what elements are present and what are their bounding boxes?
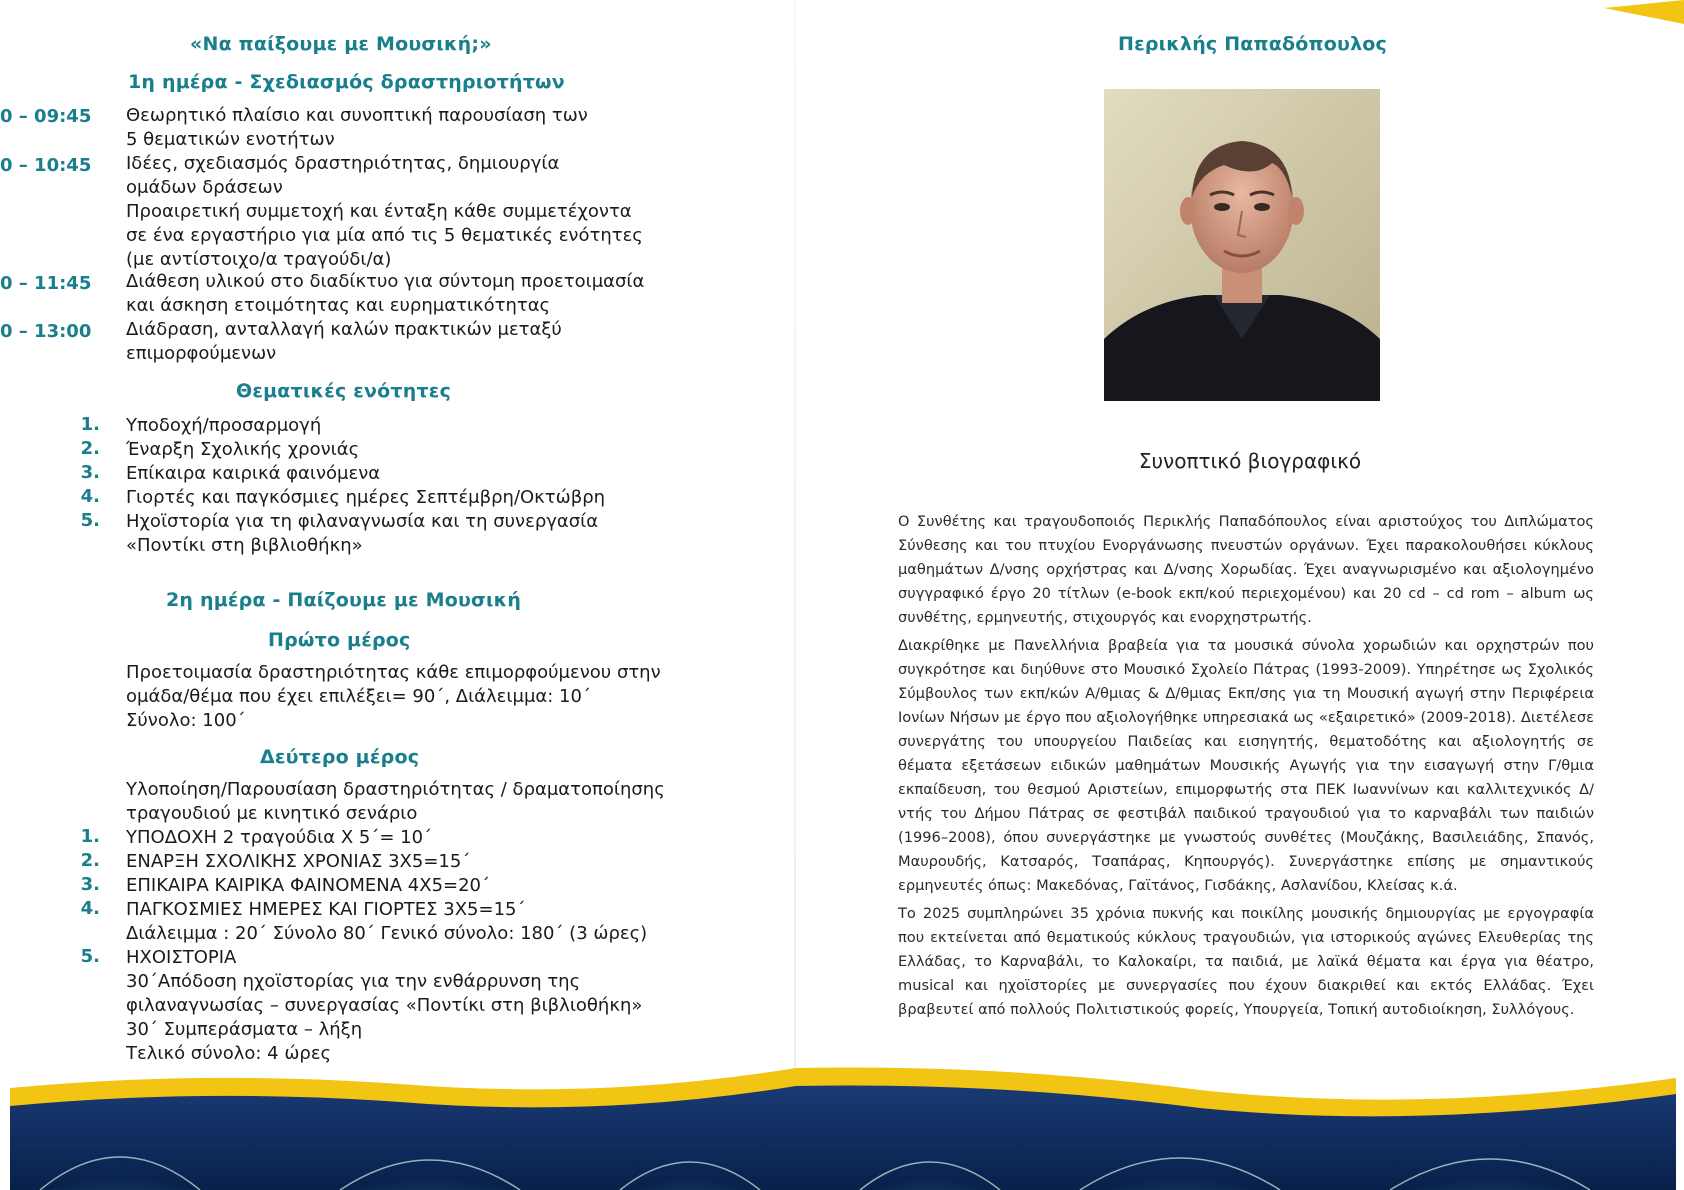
schedule-line: σε ένα εργαστήριο για μία από τις 5 θεματικές ενότητες (126, 225, 643, 246)
part2-number: 3. (80, 874, 100, 895)
schedule-line: ομάδων δράσεων (126, 177, 283, 198)
part2-item: ΕΠΙΚΑΙΡΑ ΚΑΙΡΙΚΑ ΦΑΙΝΟΜΕΝΑ 4Χ5=20΄ (126, 875, 491, 896)
schedule-time: 0 – 13:00 (0, 321, 92, 342)
part2-item (126, 946, 642, 1066)
schedule-entry (126, 318, 666, 366)
theme-number: 3. (80, 462, 100, 483)
portrait-image (1104, 89, 1380, 401)
theme-number: 5. (80, 510, 100, 531)
page-fold (794, 0, 796, 1190)
part2-intro (126, 778, 666, 826)
schedule-line: Ιδέες, σχεδιασμός δραστηριότητας, δημιουργία (126, 153, 560, 174)
author-name: Περικλής Παπαδόπουλος (1118, 33, 1388, 55)
part2-line: ΠΑΓΚΟΣΜΙΕΣ ΗΜΕΡΕΣ ΚΑΙ ΓΙΟΡΤΕΣ 3Χ5=15΄ (126, 899, 526, 920)
theme-item: Επίκαιρα καιρικά φαινόμενα (126, 463, 381, 484)
part2-number: 5. (80, 946, 100, 967)
theme-item: Υποδοχή/προσαρμογή (126, 415, 322, 436)
schedule-line: Θεωρητικό πλαίσιο και συνοπτική παρουσίαση των (126, 105, 588, 126)
part1-line: Σύνολο: 100΄ (126, 710, 246, 731)
schedule-line: 5 θεματικών ενοτήτων (126, 129, 335, 150)
schedule-entry (126, 270, 666, 318)
part2-line: Τελικό σύνολο: 4 ώρες (126, 1043, 332, 1064)
schedule-entry (126, 104, 666, 152)
theme-line: «Ποντίκι στη βιβλιοθήκη» (126, 535, 363, 556)
part2-line: φιλαναγνωσίας – συνεργασίας «Ποντίκι στη βιβλιοθήκη» (126, 995, 643, 1016)
theme-line: Ηχοϊστορία για τη φιλαναγνωσία και τη συνεργασία (126, 511, 599, 532)
part1-line: Προετοιμασία δραστηριότητας κάθε επιμορφούμενου στην (126, 662, 661, 683)
part2-line: Διάλειμμα : 20΄ Σύνολο 80΄ Γενικό σύνολο: 180΄ (3 ώρες) (126, 923, 648, 944)
part1-heading: Πρώτο μέρος (268, 629, 411, 651)
schedule-line: Διάδραση, ανταλλαγή καλών πρακτικών μεταξύ (126, 319, 562, 340)
part2-item (126, 898, 647, 946)
program-title: «Να παίξουμε με Μουσική;» (190, 33, 492, 55)
schedule-time: 0 – 09:45 (0, 106, 92, 127)
part2-number: 2. (80, 850, 100, 871)
part2-item: ΥΠΟΔΟΧΗ 2 τραγούδια Χ 5΄= 10΄ (126, 827, 433, 848)
theme-item: Γιορτές και παγκόσμιες ημέρες Σεπτέμβρη/Οκτώβρη (126, 487, 606, 508)
part2-item: ΕΝΑΡΞΗ ΣΧΟΛΙΚΗΣ ΧΡΟΝΙΑΣ 3Χ5=15΄ (126, 851, 471, 872)
part2-intro-line: Υλοποίηση/Παρουσίαση δραστηριότητας / δραματοποίησης (126, 779, 665, 800)
bio-paragraph: Διακρίθηκε με Πανελλήνια βραβεία για τα μουσικά σύνολα χορωδιών και ορχηστρών που συγκρότησε και διηύθυνε στο Μουσικό Σχολείο Πάτρας (1993-2009). Υπηρέτησε ως Σχολικός Σύμβουλος των εκπ/κών Α/θμιας & Δ/θμιας Εκπ/σης για τη Μουσική αγωγή στην Περιφέρεια Ιονίων Νήσων με έργο που αξιολογήθηκε υπηρεσιακά ως «εξαιρετικό» (2009-2018). Διετέλεσε συνεργάτης του υπουργείου Παιδείας και εισηγητής, θεματοδότης και αξιολογητής σε θέματα εξετάσεων ειδικών μαθημάτων Μουσικής Αγωγής για την εισαγωγή στην Γ/θμια εκπαίδευση, του θεσμού Αριστείων, επιμορφωτής στα ΠΕΚ Ιωαννίνων και καλλιτεχνικός Δ/ντής του Δήμου Πάτρας σε φεστιβάλ παιδικού τραγουδιού για το καρναβάλι των παιδιών (1996–2008), όπου συνεργάστηκε με γνωστούς συνθέτες (Μουζάκης, Βασιλειάδης, Σπανός, Μαυρουδής, Κατσαρός, Τσαπάρας, Κηπουργός). Συνεργάστηκε επίσης με σημαντικούς ερμηνευτές όπως: Μακεδόνας, Γαϊτάνος, Γισδάκης, Ασλανίδου, Κλείσας κ.ά. (898, 637, 1594, 894)
schedule-line: και άσκηση ετοιμότητας και ευρηματικότητας (126, 295, 551, 316)
part2-number: 1. (80, 826, 100, 847)
day1-heading: 1η ημέρα - Σχεδιασμός δραστηριοτήτων (128, 71, 565, 93)
part2-line: 30΄Απόδοση ηχοϊστορίας για την ενθάρρυνση της (126, 971, 581, 992)
schedule-time: 0 – 11:45 (0, 273, 92, 294)
corner-accent (1604, 0, 1684, 30)
schedule-line: (με αντίστοιχο/α τραγούδι/α) (126, 249, 392, 270)
schedule-line: επιμορφούμενων (126, 343, 277, 364)
theme-number: 1. (80, 414, 100, 435)
theme-number: 4. (80, 486, 100, 507)
bio-paragraph: Ο Συνθέτης και τραγουδοποιός Περικλής Παπαδόπουλος είναι αριστούχος του Διπλώματος Σύνθεσης και του πτυχίου Ενοργάνωσης πνευστών οργάνων. Έχει παρακολουθήσει κύκλους μαθημάτων Δ/νσης ορχήστρας και Δ/νσης Χορωδίας. Έχει αναγνωρισμένο και αξιολογημένο συγγραφικό έργο 20 τίτλων (e-book εκπ/κού περιεχομένου) και 20 cd – cd rom – album ως συνθέτης, ερμηνευτής, στιχουργός και ενορχηστρωτής. (898, 513, 1594, 626)
part2-line: 30΄ Συμπεράσματα – λήξη (126, 1019, 363, 1040)
part1-line: ομάδα/θέμα που έχει επιλέξει= 90΄, Διάλειμμα: 10΄ (126, 686, 591, 707)
decorative-footer (0, 1064, 1684, 1190)
bio-paragraph: Το 2025 συμπληρώνει 35 χρόνια πυκνής και ποικίλης μουσικής δημιουργίας με εργογραφία που εκτείνεται από θεματικούς κύκλους τραγουδιών, για ιστορικούς αγώνες Ελευθερίας της Ελλάδας, το Καρναβάλι, το Καλοκαίρι, τα παιδιά, με λαϊκά θέματα και έργα για θέατρο, musical και ηχοϊστορίες με συνεργασίες που έχουν διακριθεί και εκτός Ελλάδας. Έχει βραβευτεί από πολλούς Πολιτιστικούς φορείς, Υπουργεία, Τοπική αυτοδιοίκηση, Συλλόγους. (898, 905, 1594, 1018)
part2-line: ΗΧΟΙΣΤΟΡΙΑ (126, 947, 237, 968)
part2-intro-line: τραγουδιού με κινητικό σενάριο (126, 803, 418, 824)
schedule-line: Διάθεση υλικού στο διαδίκτυο για σύντομη προετοιμασία (126, 271, 645, 292)
day2-heading: 2η ημέρα - Παίζουμε με Μουσική (166, 589, 522, 611)
part2-number: 4. (80, 898, 100, 919)
schedule-line: Προαιρετική συμμετοχή και ένταξη κάθε συμμετέχοντα (126, 201, 632, 222)
part1-text (126, 661, 666, 733)
schedule-entry (126, 152, 666, 272)
theme-item: Έναρξη Σχολικής χρονιάς (126, 439, 360, 460)
author-photo (1104, 89, 1380, 401)
theme-item (126, 510, 598, 558)
bio-title: Συνοπτικό βιογραφικό (1138, 449, 1362, 473)
theme-number: 2. (80, 438, 100, 459)
schedule-time: 0 – 10:45 (0, 155, 92, 176)
themes-heading: Θεματικές ενότητες (236, 380, 452, 402)
part2-heading: Δεύτερο μέρος (260, 746, 420, 768)
